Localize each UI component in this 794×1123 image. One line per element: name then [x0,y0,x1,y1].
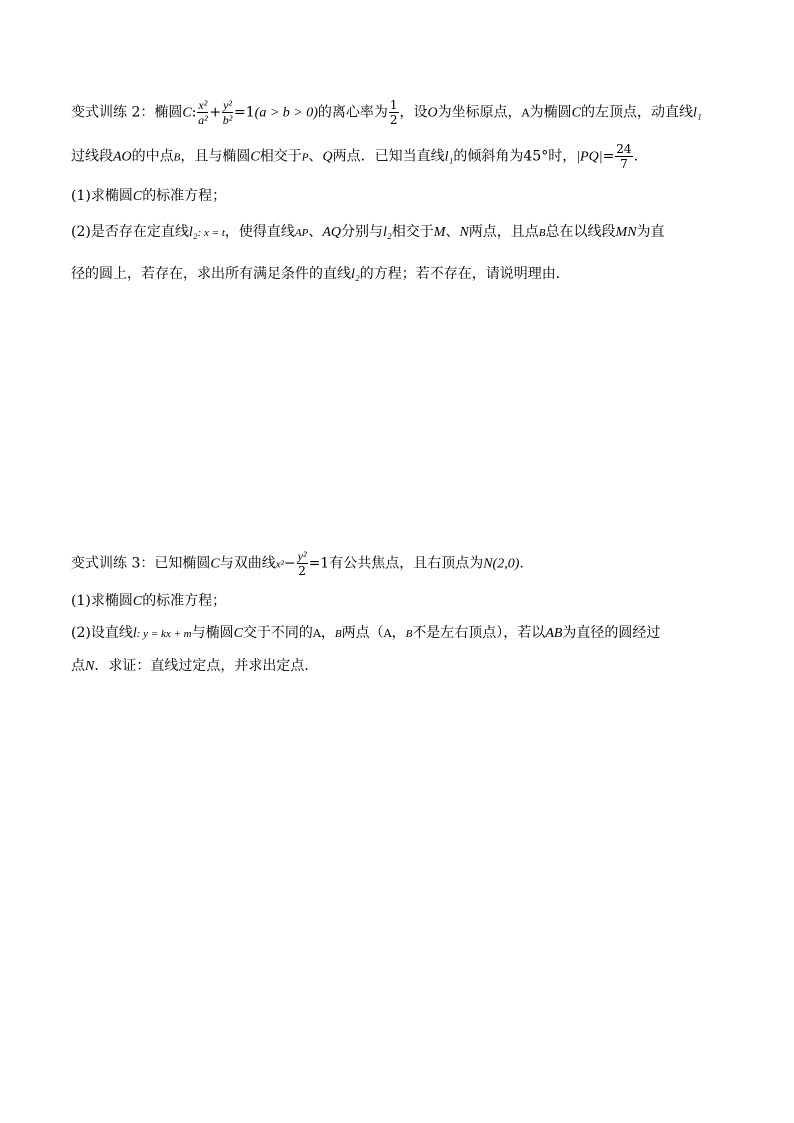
text: + [209,104,222,121]
fraction-half [389,98,399,127]
text: 与椭圆 [191,625,234,641]
text: = [602,148,615,165]
math-l-eq: : y = kx + m [136,628,192,640]
condition: (a > b > 0) [254,105,318,121]
den: b² [222,113,233,127]
den: a² [198,113,208,127]
text: 45° [523,148,549,165]
math-N: N [85,659,95,674]
text: 的左顶点，动直线 [580,104,693,121]
text: (2)设直线 [71,625,133,641]
text: 为椭圆 [529,104,572,121]
fraction-x2-a2 [197,98,208,127]
text: 时， [548,148,577,165]
math-MN: MN [615,225,637,240]
text: 分别与 [341,224,384,240]
ex3-q2-line-2 [71,655,318,675]
text: (1)求椭圆 [71,188,133,204]
text: 为坐标原点， [437,104,522,121]
text: 、 [445,224,460,240]
text: 的标准方程； [142,593,227,609]
math-x2: x² [275,558,284,571]
text: . [633,148,639,165]
math-l2: l₂ [188,225,198,240]
text: 的倾斜角为 [453,148,524,165]
text: 已知椭圆 [154,555,211,572]
ex2-label: 变式训练 2： [71,104,155,121]
text: 有公共焦点，且右顶点为 [329,555,484,572]
text: (1)求椭圆 [71,593,133,609]
text: 、 [308,224,323,240]
ex3-q2-line-1 [71,622,660,642]
text: (2)是否存在定直线 [71,224,189,240]
math-A: A [312,627,321,640]
den: 2 [389,113,398,127]
math-l1: l₁ [444,149,454,165]
math-B: B [334,628,342,640]
math-A: A [521,106,530,120]
den: 2 [298,564,306,578]
text: 为直 [636,224,665,240]
text: 点 [71,658,85,674]
text: 椭圆 [154,104,183,121]
math-l1: l₁ [692,105,702,121]
ex3-label: 变式训练 3： [71,555,155,572]
text: : [191,104,197,121]
text: =1 [308,555,330,572]
text: − [283,555,296,572]
text: ， [391,625,406,641]
text: 相交于 [259,148,302,165]
math-N: N [459,225,469,240]
math-l2: l₂ [383,225,392,240]
math-l2: l₂ [351,267,360,282]
text: ，且与椭圆 [180,148,251,165]
math-AB: AB [545,626,563,641]
math-C: C [210,556,220,572]
math-l2-eq: : x = t [197,227,225,239]
math-N20: N(2,0) [483,556,520,572]
text: ， [320,625,335,641]
text: 两点，且点 [468,224,539,240]
den: 7 [620,157,628,171]
ex2-q1 [71,185,226,205]
math-C: C [571,105,581,121]
text: 的中点 [131,148,174,165]
text: 与双曲线 [219,555,276,572]
math-C: C [250,149,260,165]
text: 径的圆上，若存在，求出所有满足条件的直线 [71,266,351,282]
math-P: P [301,151,309,164]
ex3-line-1 [71,549,524,578]
math-O: O [427,105,438,121]
fraction-y2-2 [297,549,308,578]
text: 两点．已知当直线 [332,148,445,165]
text: 相交于 [391,224,434,240]
fraction-24-7 [615,142,632,171]
text: ．求证：直线过定点，并求出定点． [94,658,319,674]
text: 交于不同的 [242,625,313,641]
ex2-line-1 [71,98,702,127]
text: 的离心率为 [317,104,388,121]
text: 的标准方程； [142,188,227,204]
math-C: C [233,626,243,641]
math-C: C [132,189,143,204]
math-B: B [405,628,413,640]
num: y² [223,98,233,112]
math-B: B [538,227,546,239]
text: 、 [308,148,323,165]
text: 的方程；若不存在，请说明理由． [359,266,570,282]
math-AO: AO [113,149,132,165]
text: ，使得直线 [224,224,295,240]
math-M: M [433,225,446,240]
text: . [519,555,524,572]
num: 1 [389,98,398,112]
math-Q: Q [322,149,333,165]
math-C: C [182,105,192,121]
text: =1 [234,104,255,121]
math-C: C [132,594,143,609]
math-A: A [383,627,392,640]
text: 过线段 [71,148,113,165]
ex2-q2-line-2 [71,263,570,283]
text: 总在以线段 [545,224,616,240]
text: 为直径的圆经过 [562,625,661,641]
math-l: l [132,626,137,641]
math-AQ: AQ [322,225,342,240]
ex2-line-2 [71,142,638,171]
num: 24 [616,142,632,156]
math-AP: AP [294,227,309,239]
text: 两点（ [341,625,384,641]
text: ，设 [399,104,428,121]
ex2-q2-line-1 [71,221,665,241]
text: 不是左右顶点），若以 [412,625,546,641]
num: x² [198,98,208,112]
ex3-q1 [71,590,226,610]
math-PQ: |PQ| [576,149,603,165]
num: y² [297,549,307,563]
fraction-y2-b2 [222,98,233,127]
math-B: B [173,151,181,164]
